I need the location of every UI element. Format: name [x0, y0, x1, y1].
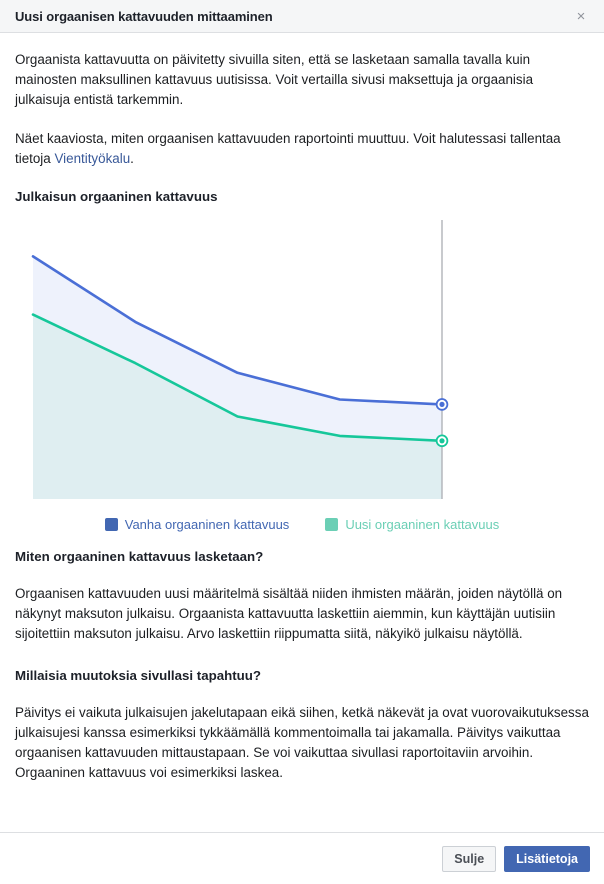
- dialog-header: [0, 0, 604, 33]
- dialog-title: Uusi orgaanisen kattavuuden mittaaminen: [15, 8, 273, 24]
- legend-swatch-new-reach: [325, 518, 338, 531]
- how-calculated-heading: Miten orgaaninen kattavuus lasketaan?: [15, 549, 264, 564]
- organic-reach-chart: [15, 217, 589, 547]
- legend-label-old-reach: Vanha orgaaninen kattavuus: [124, 516, 290, 532]
- chart-description-text-before: Näet kaaviosta, miten orgaanisen kattavuuden raportointi muuttuu. Voit halutessasi tallentaa tietoja: [15, 131, 561, 166]
- dialog-footer: [0, 832, 604, 884]
- chart-legend: [15, 507, 589, 541]
- legend-item-new-reach[interactable]: [325, 517, 499, 532]
- what-changes-heading: Millaisia muutoksia sivullasi tapahtuu?: [15, 668, 262, 683]
- chart-description-text-after: .: [130, 151, 134, 166]
- close-button[interactable]: Sulje: [442, 846, 496, 872]
- legend-label-new-reach: Uusi orgaaninen kattavuus: [345, 516, 500, 532]
- more-info-button[interactable]: Lisätietoja: [504, 846, 590, 872]
- what-changes-paragraph: Päivitys ei vaikuta julkaisujen jakelutapaan eikä siihen, ketkä näkevät ja ovat vuorovaikutuksessa julkaisujesi kanssa esimerkiksi tykkäämällä kommentoimalla tai jakamalla. Päivitys vaikuttaa orgaanisen kattavuuden mittaustapaan. Se voi vaikuttaa sivullasi raportoitaviin arvoihin. Orgaaninen kattavuus voi esimerkiksi laskea.: [15, 705, 589, 780]
- chart-svg: [15, 217, 589, 507]
- legend-swatch-old-reach: [105, 518, 118, 531]
- export-tool-link[interactable]: Vientityökalu: [54, 151, 131, 166]
- legend-item-old-reach[interactable]: [105, 517, 290, 532]
- how-calculated-paragraph: Orgaanisen kattavuuden uusi määritelmä sisältää niiden ihmisten määrän, joiden näytöllä on näkynyt maksuton julkaisu. Orgaanista kattavuutta laskettiin aiemmin, kun käyttäjän uutisiin sijoitettiin maksuton julkaisu. Arvo laskettiin riippumatta siitä, näkyikö julkaisu näytöllä.: [15, 586, 563, 641]
- new-reach-endpoint-marker: [437, 435, 448, 446]
- close-icon[interactable]: ×: [576, 7, 586, 25]
- chart-description-paragraph: [15, 129, 589, 169]
- intro-paragraph: Orgaanista kattavuutta on päivitetty sivuilla siten, että se lasketaan samalla tavalla kuin mainosten maksullinen kattavuus uutisissa. Voit vertailla sivusi maksettuja ja orgaanisia julkaisuja entistä tarkemmin.: [15, 52, 534, 107]
- old-reach-endpoint-marker: [437, 399, 448, 410]
- chart-heading: Julkaisun orgaaninen kattavuus: [15, 189, 218, 204]
- dialog-body: [0, 33, 604, 832]
